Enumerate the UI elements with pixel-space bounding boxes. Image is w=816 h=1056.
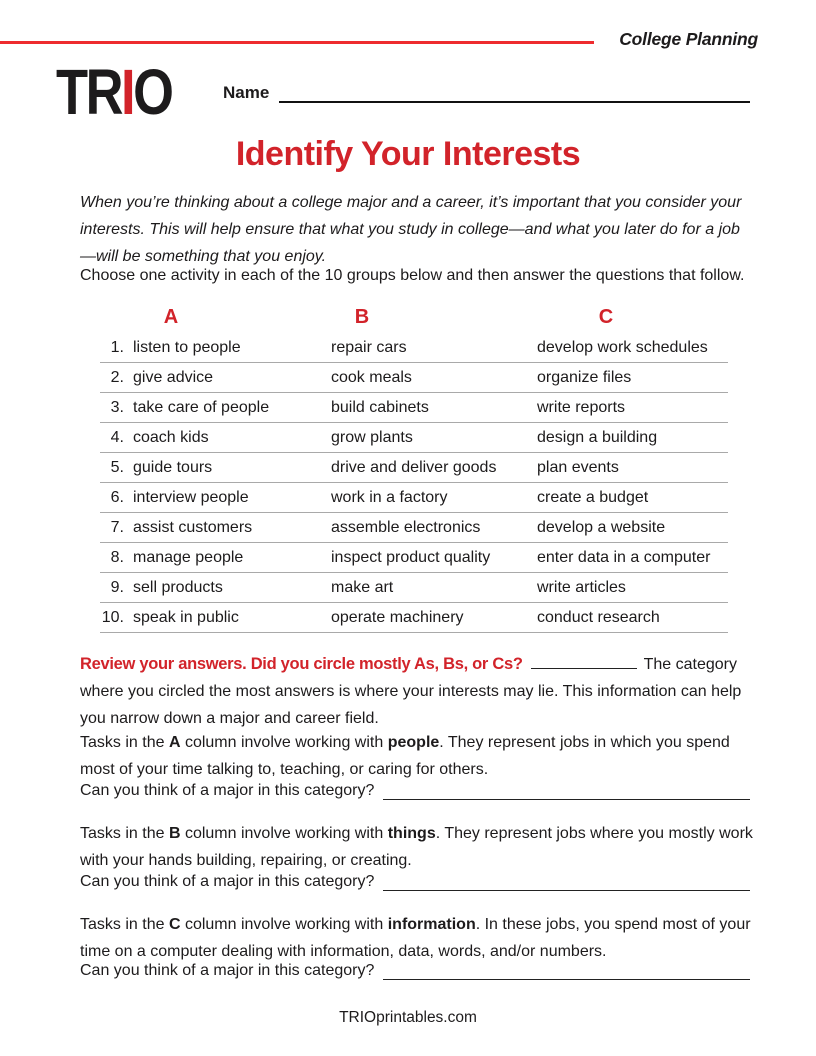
name-blank-line[interactable]: [279, 82, 750, 103]
category-text: column involve working with: [184, 734, 384, 751]
trio-logo: [56, 56, 172, 128]
activity-a[interactable]: give advice: [133, 368, 214, 386]
name-label: Name: [223, 83, 270, 102]
activity-a[interactable]: interview people: [133, 488, 249, 506]
category-text: . They represent jobs in which you spend most of your time talking to, teaching, or caring for others.: [80, 734, 730, 778]
row-number: 4.: [110, 428, 124, 446]
activity-a[interactable]: manage people: [133, 548, 244, 566]
activity-b[interactable]: drive and deliver goods: [331, 458, 497, 476]
category-b-paragraph: [80, 820, 762, 874]
table-row: [100, 483, 728, 513]
activity-b[interactable]: assemble electronics: [331, 518, 481, 536]
activities-table: [100, 333, 728, 633]
major-answer-line[interactable]: [383, 873, 750, 891]
column-header-b: B: [354, 306, 370, 328]
activity-b[interactable]: repair cars: [331, 338, 407, 356]
row-number: 2.: [110, 368, 124, 386]
major-question-row-a: [80, 782, 750, 800]
activity-b[interactable]: inspect product quality: [331, 548, 491, 566]
category-keyword: information: [387, 916, 476, 933]
table-row: [100, 333, 728, 363]
major-question-row-b: [80, 873, 750, 891]
category-text: column involve working with: [184, 916, 384, 933]
major-question-label: Can you think of a major in this category?: [80, 873, 375, 890]
activity-a[interactable]: assist customers: [133, 518, 253, 536]
logo-part-o: O: [133, 56, 172, 128]
category-text: column involve working with: [184, 825, 384, 842]
row-number: 7.: [110, 518, 124, 536]
major-question-label: Can you think of a major in this category?: [80, 782, 375, 799]
page-title: Identify Your Interests: [235, 135, 581, 173]
table-row: [100, 423, 728, 453]
review-explanation: The category where you circled the most answers is where your interests may lie. This information can help you narrow down a major and career field.: [80, 656, 742, 727]
table-row: [100, 573, 728, 603]
activity-c[interactable]: write reports: [537, 398, 626, 416]
intro-paragraph: When you’re thinking about a college major and a career, it’s important that you consider your interests. This will help ensure that what you study in college—and what you later do for a job—will be something that you enjoy.: [80, 194, 742, 265]
activity-b[interactable]: make art: [331, 578, 394, 596]
category-text: Tasks in the: [80, 825, 165, 842]
activity-c[interactable]: develop work schedules: [537, 338, 708, 356]
activity-c[interactable]: plan events: [537, 458, 619, 476]
name-field-row: [223, 82, 750, 103]
activity-c[interactable]: conduct research: [537, 608, 660, 626]
major-question-row-c: [80, 962, 750, 980]
activity-b[interactable]: cook meals: [331, 368, 412, 386]
activity-a[interactable]: sell products: [133, 578, 223, 596]
major-answer-line[interactable]: [383, 782, 750, 800]
instruction-text: Choose one activity in each of the 10 groups below and then answer the questions that follow.: [80, 267, 745, 284]
activity-b[interactable]: work in a factory: [331, 488, 448, 506]
activity-c[interactable]: design a building: [537, 428, 658, 446]
activity-c[interactable]: enter data in a computer: [537, 548, 711, 566]
category-text: Tasks in the: [80, 734, 165, 751]
category-text: . In these jobs, you spend most of your time on a computer dealing with information, data, words, and/or numbers.: [80, 916, 751, 960]
activity-a[interactable]: speak in public: [133, 608, 239, 626]
activity-b[interactable]: build cabinets: [331, 398, 429, 416]
category-text: Tasks in the: [80, 916, 165, 933]
category-a-paragraph: [80, 729, 762, 783]
activity-c[interactable]: develop a website: [537, 518, 666, 536]
category-text: . They represent jobs where you mostly work with your hands building, repairing, or creating.: [80, 825, 753, 869]
table-row: [100, 393, 728, 423]
column-header-c: C: [598, 306, 614, 328]
activity-c[interactable]: write articles: [537, 578, 626, 596]
row-number: 3.: [110, 398, 124, 416]
row-number: 5.: [110, 458, 124, 476]
footer-url: TRIOprintables.com: [339, 1009, 477, 1026]
category-letter: A: [168, 734, 181, 751]
logo-part-i: I: [121, 56, 134, 128]
activity-c[interactable]: create a budget: [537, 488, 649, 506]
activity-b[interactable]: grow plants: [331, 428, 413, 446]
activity-a[interactable]: guide tours: [133, 458, 213, 476]
activity-a[interactable]: take care of people: [133, 398, 270, 416]
category-keyword: people: [387, 734, 440, 751]
row-number: 10.: [101, 608, 124, 626]
column-header-a: A: [163, 306, 179, 328]
review-question: Review your answers. Did you circle mostly As, Bs, or Cs?: [80, 655, 523, 673]
review-paragraph: [80, 651, 762, 732]
row-number: 6.: [110, 488, 124, 506]
category-letter: C: [168, 916, 181, 933]
table-row: [100, 513, 728, 543]
activity-c[interactable]: organize files: [537, 368, 632, 386]
category-letter: B: [168, 825, 181, 842]
activity-a[interactable]: coach kids: [133, 428, 209, 446]
activity-b[interactable]: operate machinery: [331, 608, 464, 626]
activity-a[interactable]: listen to people: [133, 338, 241, 356]
table-row: [100, 453, 728, 483]
major-answer-line[interactable]: [383, 962, 750, 980]
row-number: 9.: [110, 578, 124, 596]
logo-part-tr: TR: [56, 56, 122, 128]
table-row: [100, 363, 728, 393]
header-red-rule: [0, 41, 594, 44]
major-question-label: Can you think of a major in this category?: [80, 962, 375, 979]
category-c-paragraph: [80, 911, 762, 965]
row-number: 8.: [110, 548, 124, 566]
series-label: College Planning: [619, 29, 758, 49]
answer-blank-line[interactable]: [531, 655, 637, 669]
table-header-row: [0, 306, 816, 332]
row-number: 1.: [110, 338, 124, 356]
table-row: [100, 603, 728, 633]
category-keyword: things: [387, 825, 436, 842]
table-row: [100, 543, 728, 573]
